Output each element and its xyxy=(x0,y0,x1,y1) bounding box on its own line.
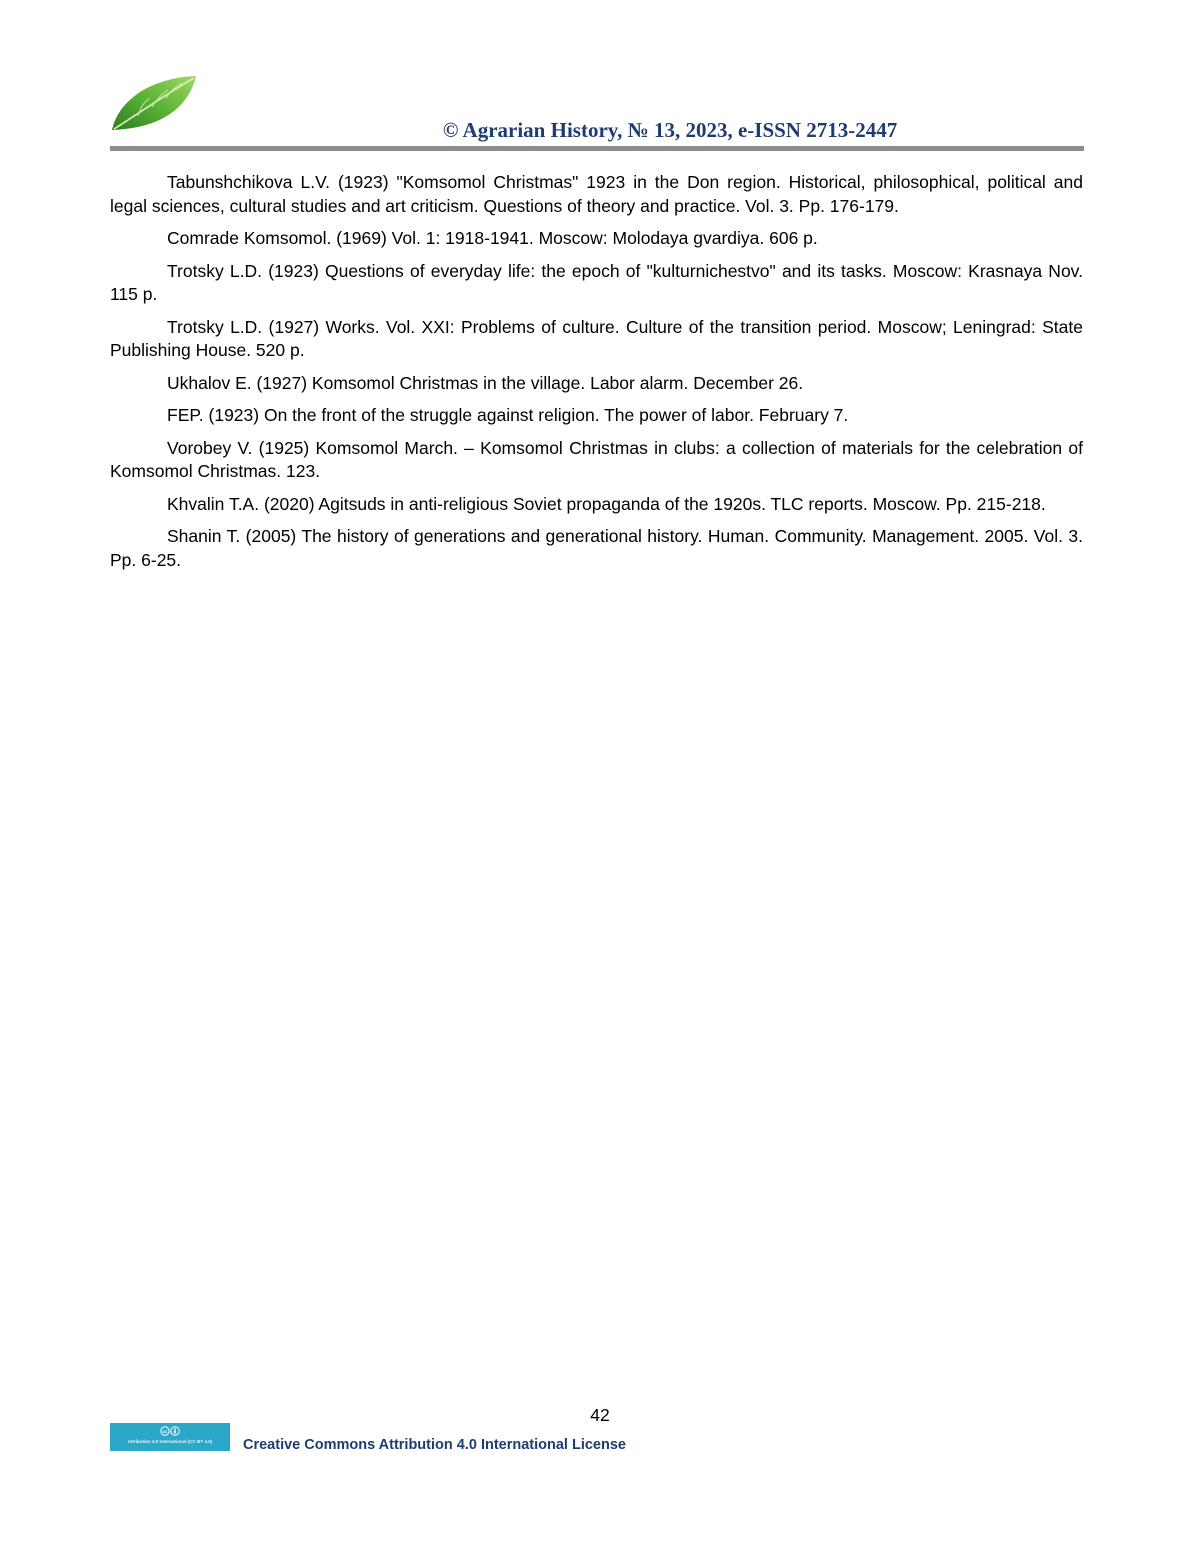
reference-entry: Vorobey V. (1925) Komsomol March. – Komsomol Christmas in clubs: a collection of materials for the celebration of Komsomol Christmas. 123. xyxy=(110,437,1083,481)
cc-badge-text: Attribution 4.0 International (CC BY 4.0) xyxy=(127,1439,213,1444)
reference-entry: Comrade Komsomol. (1969) Vol. 1: 1918-1941. Moscow: Molodaya gvardiya. 606 p. xyxy=(167,228,818,248)
reference-entry: Trotsky L.D. (1927) Works. Vol. XXI: Problems of culture. Culture of the transition period. Moscow; Leningrad: State Publishing House. 520 p. xyxy=(110,316,1083,360)
license-link[interactable]: Creative Commons Attribution 4.0 International License xyxy=(243,1437,626,1453)
reference-entry: Trotsky L.D. (1923) Questions of everyday life: the epoch of "kulturnichestvo" and its tasks. Moscow: Krasnaya Nov. 115 p. xyxy=(110,260,1083,304)
header-divider xyxy=(110,146,1084,151)
references-list xyxy=(110,171,1083,581)
cc-license-badge[interactable] xyxy=(110,1423,230,1451)
svg-text:cc: cc xyxy=(162,1428,168,1434)
reference-entry: Shanin T. (2005) The history of generations and generational history. Human. Community. Management. 2005. Vol. 3. Pp. 6-25. xyxy=(110,526,1083,570)
leaf-icon xyxy=(108,72,200,134)
page-number: 42 xyxy=(590,1405,610,1425)
reference-entry: FEP. (1923) On the front of the struggle against religion. The power of labor. February 7. xyxy=(167,405,849,425)
reference-entry: Tabunshchikova L.V. (1923) "Komsomol Christmas" 1923 in the Don region. Historical, philosophical, political and legal sciences, cultural studies and art criticism. Questions of theory and practice. Vol. 3. Pp. 176-179. xyxy=(110,172,1083,216)
reference-entry: Khvalin T.A. (2020) Agitsuds in anti-religious Soviet propaganda of the 1920s. TLC reports. Moscow. Pp. 215-218. xyxy=(167,493,1046,514)
reference-entry: Ukhalov E. (1927) Komsomol Christmas in the village. Labor alarm. December 26. xyxy=(167,372,804,393)
journal-header: © Agrarian History, № 13, 2023, e-ISSN 2713-2447 xyxy=(442,118,898,142)
cc-by-icon xyxy=(160,1426,180,1436)
